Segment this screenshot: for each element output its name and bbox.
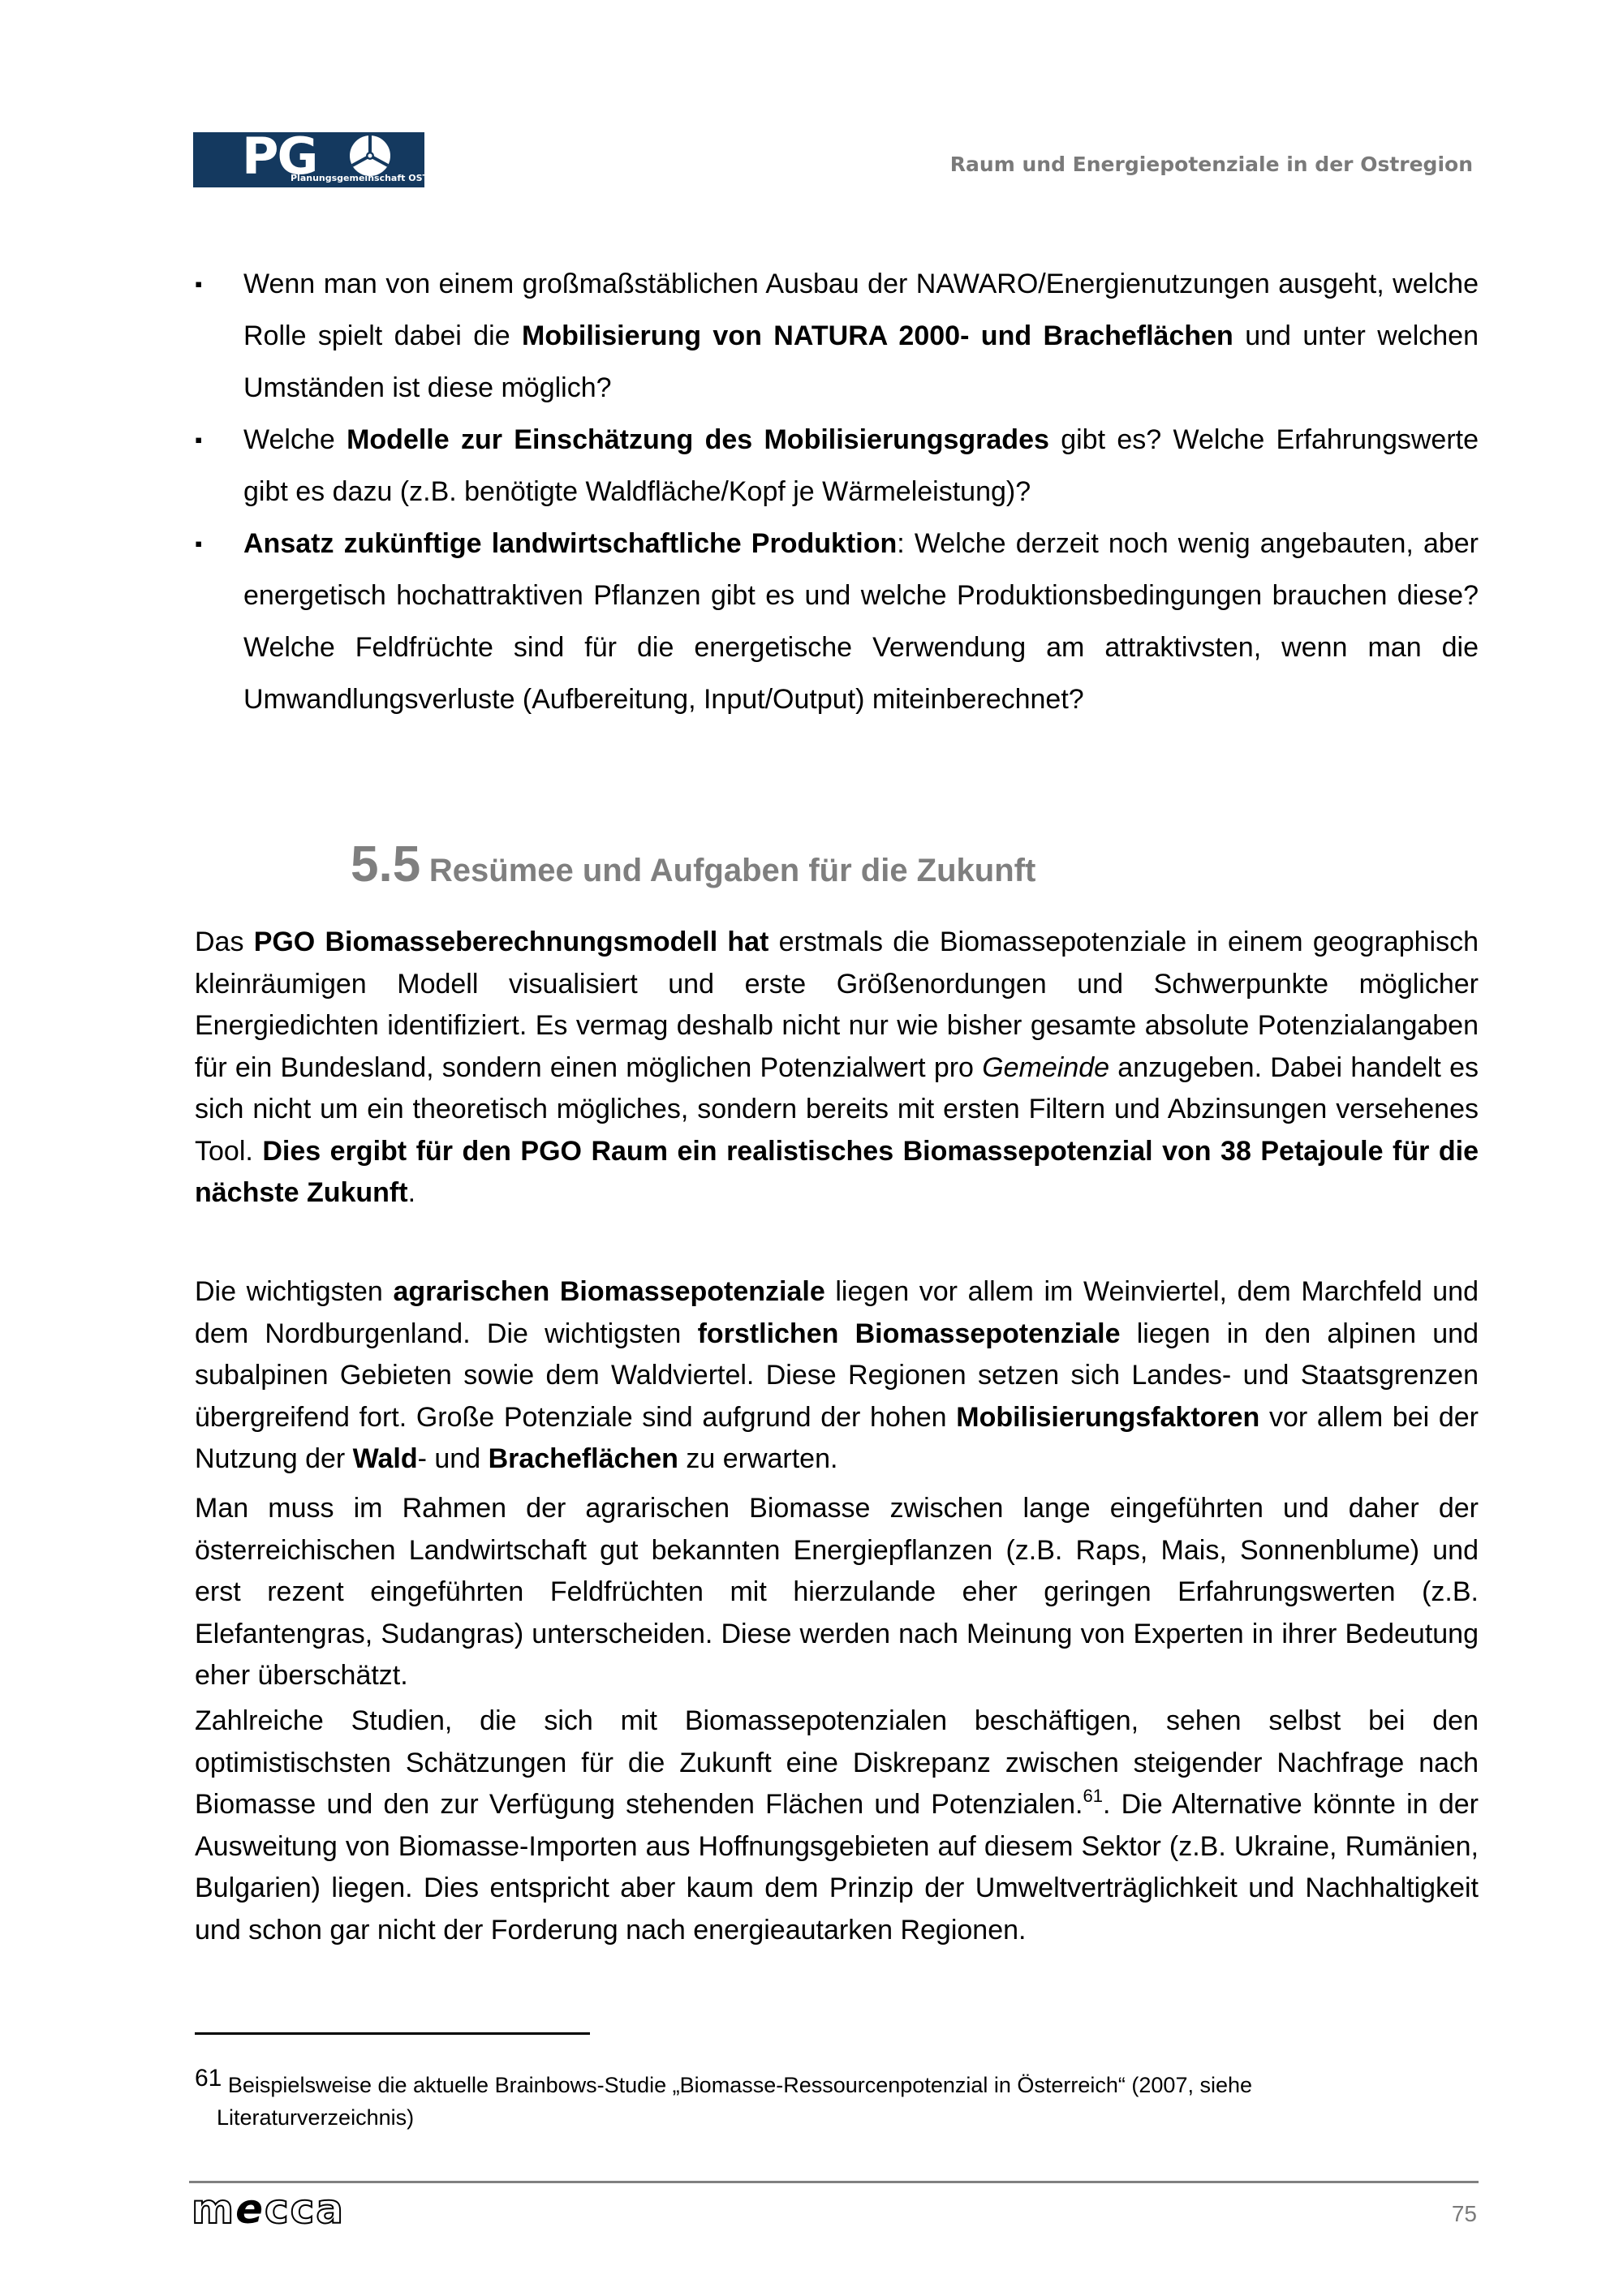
footer-rule [189, 2181, 1479, 2183]
emphasis-bold: Ansatz zukünftige landwirtschaftliche Produktion [243, 528, 898, 559]
emphasis-bold: agrarischen Biomassepotenziale [393, 1276, 825, 1307]
page-number: 75 [1451, 2201, 1477, 2226]
footnote-text-continued: Literaturverzeichnis) [217, 2105, 415, 2130]
text-run: Die wichtigsten [195, 1276, 394, 1307]
emphasis-bold: Dies ergibt für den PGO Raum ein realistisches Biomassepotenzial von 38 Petajoule für die nächste Zukunft [195, 1135, 1479, 1208]
list-item-text [243, 518, 1479, 725]
text-run: Zahlreiche Studien, die sich mit Biomassepotenzialen beschäftigen, sehen selbst bei den optimistischsten Schätzungen für die Zukunft eine Diskrepanz zwischen steigender Nachfrage nach Biomasse und den zur Verfügung stehenden Flächen und Potenzialen. [195, 1705, 1479, 1820]
mecca-logo-e: e [235, 2186, 265, 2233]
section-number: 5.5 [351, 836, 421, 892]
text-run: Man muss im Rahmen der agrarischen Biomasse zwischen lange eingeführten und daher der österreichischen Landwirtschaft gut bekannten Energiepflanzen (z.B. Raps, Mais, Sonnenblume) und erst rezent eingeführten Feldfrüchten mit hierzulande eher geringen Erfahrungswerten (z.B. Elefantengras, Sudangras) unterscheiden. Diese werden nach Meinung von Experten in ihrer Bedeutung eher überschätzt. [195, 1493, 1479, 1691]
emphasis-bold: PGO Biomasseberechnungsmodell hat [253, 927, 769, 957]
bullet-icon: ▪ [195, 428, 203, 452]
text-run: Das [195, 927, 254, 957]
footnote-number: 61 [195, 2065, 222, 2092]
text-run: anzugeben. Dabei handelt es sich nicht um ein theoretisch mögliches, sondern bereits mit ersten Filtern und Abzinsungen versehenes Tool. [195, 1051, 1479, 1167]
text-run: Welche [243, 424, 347, 455]
footnote-reference[interactable]: 61 [1083, 1786, 1103, 1806]
text-run: - und [417, 1443, 489, 1474]
steering-wheel-icon [349, 135, 391, 177]
text-run: und unter welchen Umständen ist diese möglich? [243, 320, 1479, 403]
list-item-text [243, 258, 1479, 414]
mecca-logo-m: m [192, 2186, 236, 2233]
text-run: liegen vor allem im Weinviertel, dem Marchfeld und dem Nordburgenland. Die wichtigsten [195, 1276, 1479, 1349]
text-run: gibt es? Welche Erfahrungswerte gibt es dazu (z.B. benötigte Waldfläche/Kopf je Wärmeleistung)? [243, 424, 1479, 507]
mecca-logo [192, 2186, 346, 2233]
running-title: Raum und Energiepotenziale in der Ostregion [949, 153, 1473, 176]
text-run: vor allem bei der Nutzung der [195, 1401, 1479, 1474]
mecca-logo-cca: cca [265, 2186, 346, 2233]
logo-mark: PG [242, 127, 317, 186]
logo-subtitle: Planungsgemeinschaft OST [291, 173, 429, 183]
emphasis-italic: Gemeinde [982, 1051, 1110, 1083]
footnote [195, 2062, 1412, 2134]
footnote-separator [195, 2032, 590, 2035]
paragraph [195, 1701, 1479, 1951]
list-item [195, 258, 1479, 414]
paragraph [195, 1488, 1479, 1697]
text-run: : Welche derzeit noch wenig angebauten, aber energetisch hochattraktiven Pflanzen gibt es und welche Produktionsbedingungen brauchen diese? Welche Feldfrüchte sind für die energetische Verwendung am attraktivsten, wenn man die Umwandlungsverluste (Aufbereitung, Input/Output) miteinberechnet? [243, 528, 1479, 715]
text-run: Wenn man von einem großmaßstäblichen Ausbau der NAWARO/Energienutzungen ausgeht, welche Rolle spielt dabei die [243, 269, 1479, 351]
bullet-icon: ▪ [195, 272, 203, 296]
list-item-text [243, 414, 1479, 518]
emphasis-bold: Wald [352, 1443, 418, 1474]
section-heading [351, 836, 1035, 893]
footnote-text: Beispielsweise die aktuelle Brainbows-Studie „Biomasse-Ressourcenpotenzial in Österreich“ (2007, siehe [227, 2073, 1253, 2097]
paragraph [195, 922, 1479, 1215]
text-run: zu erwarten. [678, 1443, 838, 1474]
emphasis-bold: forstlichen Biomassepotenziale [697, 1318, 1121, 1349]
text-run: . Die Alternative könnte in der Ausweitung von Biomasse-Importen aus Hoffnungsgebieten auf diesem Sektor (z.B. Ukraine, Rumänien, Bulgarien) liegen. Dies entspricht aber kaum dem Prinzip der Umweltverträglichkeit und Nachhaltigkeit und schon gar nicht der Forderung nach energieautarken Regionen. [195, 1789, 1479, 1946]
list-item [195, 414, 1479, 518]
paragraph [195, 1271, 1479, 1481]
question-list [195, 258, 1479, 725]
emphasis-bold: Mobilisierung von NATURA 2000- und Bracheflächen [522, 320, 1233, 351]
bullet-icon: ▪ [195, 531, 203, 556]
emphasis-bold: Bracheflächen [488, 1443, 678, 1474]
text-run: . [407, 1177, 416, 1208]
pgo-logo [193, 127, 429, 187]
text-run: liegen in den alpinen und subalpinen Gebieten sowie dem Waldviertel. Diese Regionen setzen sich Landes- und Staatsgrenzen übergreifend fort. Große Potenziale sind aufgrund der hohen [195, 1318, 1479, 1433]
emphasis-bold: Mobilisierungsfaktoren [956, 1401, 1260, 1433]
text-run: erstmals die Biomassepotenziale in einem geographisch kleinräumigen Modell visualisiert und erste Größenordungen und Schwerpunkte möglicher Energiedichten identifiziert. Es vermag deshalb nicht nur wie bisher gesamte absolute Potenzialangaben für ein Bundesland, sondern einen möglichen Potenzialwert pro [195, 927, 1479, 1083]
emphasis-bold: Modelle zur Einschätzung des Mobilisierungsgrades [347, 424, 1049, 455]
section-title: Resümee und Aufgaben für die Zukunft [428, 853, 1036, 888]
list-item [195, 518, 1479, 725]
